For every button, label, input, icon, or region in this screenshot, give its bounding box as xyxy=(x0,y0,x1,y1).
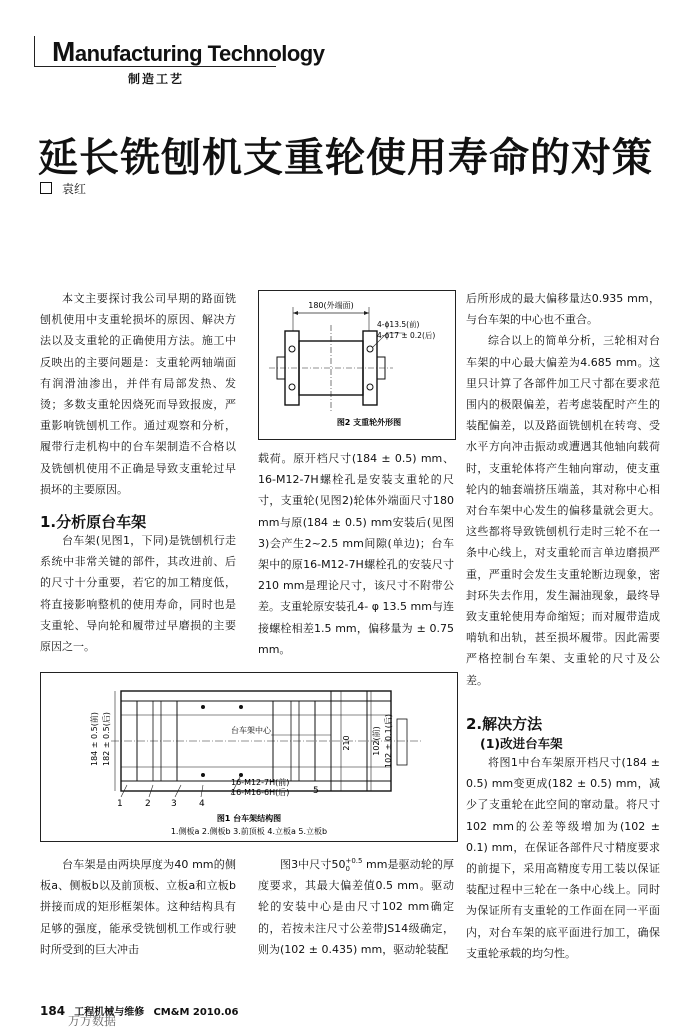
header-rule xyxy=(34,66,276,67)
figure-1 xyxy=(40,672,458,842)
header-initial: M xyxy=(52,36,75,67)
figure-2-drawing xyxy=(259,291,455,439)
journal-name: 工程机械与维修 xyxy=(74,1007,145,1018)
bottom-mid-column xyxy=(258,854,454,960)
section-1-heading: 1.分析原台车架 xyxy=(40,513,147,531)
subsection-heading: (1)改进台车架 xyxy=(480,736,563,751)
fig1-part-2: 2 xyxy=(145,799,151,809)
watermark: 万方数据 xyxy=(68,1014,117,1028)
column-3-paragraph-1: 后所形成的最大偏移量达0.935 mm，与台车架的中心也不重合。 xyxy=(466,292,660,327)
figure-1-drawing xyxy=(41,673,457,841)
fig1-bolt-2: 16-M16-6H(后) xyxy=(231,788,290,797)
bottom-left-paragraph: 台车架是由两块厚度为40 mm的侧板a、侧板b以及前顶板、立板a和立板b拼接而成的矩形框架体。这种结构具有足够的强度，能承受铣刨机工作或行驶时所受到的巨大冲击 xyxy=(40,858,236,956)
tolerance-upper: +0.5 xyxy=(345,857,363,865)
column-3-top xyxy=(466,288,660,691)
section-1-paragraph: 台车架(见图1，下同)是铣刨机行走系统中非常关键的部件，其改进前、后的尺寸十分重要，若它的加工精度低，将直接影响整机的使用寿命，同时也是支重轮、导向轮和履带过早磨损的主要原因之一。 xyxy=(40,534,236,654)
tolerance-lower: 0 xyxy=(345,865,350,873)
fig1-dim-left-1: 184 ± 0.5(前) xyxy=(90,711,99,767)
fig1-bolt-1: 16-M12-7H(前) xyxy=(231,778,290,787)
figure-2 xyxy=(258,290,456,440)
column-3-paragraph-3: 将图1中台车架原开档尺寸(184 ± 0.5) mm变更成(182 ± 0.5) mm，减少了支重轮在此空间的窜动量。将尺寸102 mm的公差等级增加为(102 ± 0.1) mm，在保证各部件尺寸精度要求的前提下，采用高精度专用工装以保证装配过程中三轮在一条中心线上。同时为保证所有支重轮的工作面在同一平面内，对台车架的底平面进行加工，确保支重轮承载的均匀性。 xyxy=(466,756,660,960)
fig1-part-5: 5 xyxy=(313,786,319,796)
tolerance-stack xyxy=(345,857,362,873)
column-1-intro xyxy=(40,288,236,500)
fig1-part-3: 3 xyxy=(171,799,177,809)
intro-paragraph: 本文主要探讨我公司早期的路面铣刨机使用中支重轮损坏的原因、解决方法以及支重轮的正确使用方法。施工中反映出的主要问题是：支重轮两轴端面有润滑油渗出，并伴有局部发热、发烫；多数支重轮因烧死而导致报废，严重影响铣刨机工作。通过观察和分析，履带行走机构中的台车架制造不合格以及铣刨机使用不正确是导致支重轮过早损坏的主要原因。 xyxy=(40,292,236,496)
column-2-body xyxy=(258,448,454,660)
fig1-dim-left-2: 182 ± 0.5(后) xyxy=(102,711,111,767)
section-header-chinese: 制造工艺 xyxy=(128,72,185,86)
fig2-note-1: 4-ϕ13.5(前) xyxy=(377,320,420,329)
section-header-english xyxy=(52,36,324,68)
fig1-parts-legend: 1.侧板a 2.侧板b 3.前顶板 4.立板a 5.立板b xyxy=(170,827,328,836)
author-box-icon xyxy=(40,182,52,194)
page-number: 184 xyxy=(40,1004,66,1018)
author-name: 袁红 xyxy=(62,182,87,196)
tolerance-text-a: 图3中尺寸50 xyxy=(280,858,346,871)
fig1-part-4: 4 xyxy=(199,799,205,809)
article-title: 延长铣刨机支重轮使用寿命的对策 xyxy=(38,135,653,181)
fig2-dim-top: 180(外端面) xyxy=(308,301,354,310)
bottom-mid-paragraph xyxy=(258,854,454,960)
column-3-paragraph-2: 综合以上的简单分析，三轮相对台车架的中心最大偏差为4.685 mm。这里只计算了各部件加工尺寸都在要求范围内的极限偏差，若考虑装配时产生的装配偏差，以及路面铣刨机在转弯、受水平方向冲击振动或遭遇其他轴向载荷时，支重轮体将产生轴向窜动，使支重轮内的轴套端挤压端盖，其对称中心相对台车架中心发生的偏移量就会更大。这些都将导致铣刨机行走时三轮不在一条中心线上，对支重轮而言单边磨损严重，严重时会发生支重轮断边现象，密封环失去作用，发生漏油现象，最终导致支重轮使用寿命缩短；而对履带造成啃轨和出轨，甚至损坏履带。因此需要严格控制台车架、支重轮的尺寸及公差。 xyxy=(466,334,660,687)
fig1-caption: 图1 台车架结构图 xyxy=(216,814,282,823)
fig1-part-1: 1 xyxy=(117,799,123,809)
fig1-dim-right-2: 102 ± 0.1(后) xyxy=(384,713,393,769)
column-1-body xyxy=(40,530,236,657)
bottom-left-column xyxy=(40,854,236,960)
tolerance-text-b: mm是驱动轮的厚度要求，其最大偏差值0.5 mm。驱动轮的安装中心是由尺寸102 mm确定的，若按未注尺寸公差带JS14级确定，则为(102 ± 0.435) mm，驱动轮装配 xyxy=(258,858,454,956)
column-3-bottom xyxy=(466,752,660,964)
column-2-paragraph: 载荷。原开档尺寸(184 ± 0.5) mm、16-M12-7H螺栓孔是安装支重轮的尺寸，支重轮(见图2)轮体外端面尺寸180 mm与原(184 ± 0.5) mm安装后(见图3)会产生2~2.5 mm间隙(单边)；台车架中的原16-M12-7H螺栓孔的安装尺寸210 mm是理论尺寸，该尺寸不附带公差。支重轮原安装孔4- φ 13.5 mm与连接螺栓相差1.5 mm，偏移量为 ± 0.75 mm。 xyxy=(258,452,454,656)
section-2-heading: 2.解决方法 xyxy=(466,715,543,733)
fig2-caption: 图2 支重轮外形图 xyxy=(336,418,402,427)
fig1-dim-210: 210 xyxy=(342,735,351,751)
fig1-dim-right-1: 102(前) xyxy=(372,726,381,756)
header-rest: anufacturing Technology xyxy=(74,41,325,66)
journal-code: CM&M 2010.06 xyxy=(153,1007,239,1018)
header-rule-vertical xyxy=(34,36,35,66)
author-line xyxy=(40,180,86,197)
fig2-note-2: 4-ϕ17 ± 0.2(后) xyxy=(377,331,436,340)
fig1-center-label: 台车架中心 xyxy=(231,726,271,735)
